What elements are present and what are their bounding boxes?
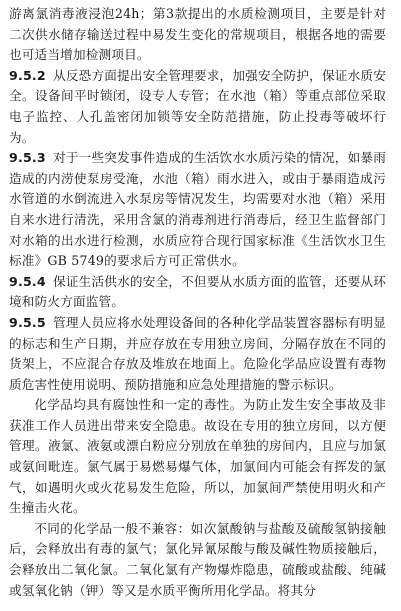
clause-text: 管理人员应将水处理设备间的各种化学品装置容器标有明显的标志和生产日期，并应存放在专用独立房间，分隔存放在不同的货架上，不应混合存放及堆放在地面上。危险化学品应设置有毒物质危害性使用说明、预防措施和应急处理措施的警示标识。 [9,314,386,392]
clause-number: 9.5.5 [9,314,46,330]
clause-number: 9.5.4 [9,273,46,289]
clause-9-5-4 [9,272,386,313]
paragraph-continuation [9,4,386,66]
clause-9-5-3 [9,148,386,272]
clause-9-5-2 [9,66,386,148]
clause-number: 9.5.2 [9,67,46,83]
clause-text: 对于一些突发事件造成的生活饮水水质污染的情况，如暴雨造成的内涝使泵房受淹，水池（箱）雨水进入，或由于暴雨造成污水管道的水倒流进入水泵房等情况发生，均需要对水池（箱）采用自来水进行清洗，采用含氯的消毒剂进行消毒后，经卫生监督部门对水箱的出水进行检测，水质应符合现行国家标准《生活饮水卫生标准》GB 5749的要求后方可正常供水。 [9,150,386,269]
clause-text: 保证生活供水的安全，不但要从水质方面的监管，还要从环境和防火方面监管。 [9,273,386,310]
paragraph-text: 游离氯消毒液浸泡24h；第3款提出的水质检测项目，主要是针对二次供水储存输送过程中易发生变化的常规项目，根据各地的需要也可适当增加检测项目。 [9,6,386,63]
clause-9-5-5 [9,313,386,395]
explanation-paragraph [9,395,386,519]
clause-text: 从反恐方面提出安全管理要求，加强安全防护，保证水质安全。设备间平时锁闭，设专人专管；在水池（箱）等重点部位采取电子监控、人孔盖密闭加锁等安全防范措施，防止投毒等破坏行为。 [9,67,386,145]
paragraph-text: 不同的化学品一般不兼容：如次氯酸钠与盐酸及硫酸氢钠接触后，会释放出有毒的氯气；氯化异氰尿酸与酸及碱性物质接触后，会释放出二氧化氯。二氧化氯有产物爆炸隐患，硫酸或盐酸、纯碱或氢氧化钠（钾）等又是水质平衡所用化学品。将其分 [9,520,386,598]
explanation-paragraph [9,519,386,601]
paragraph-text: 化学品均具有腐蚀性和一定的毒性。为防止发生安全事故及非获准工作人员进出带来安全隐患。故设在专用的独立房间，以方便管理。液氯、液氨或漂白粉应分别放在单独的房间内，且应与加氯或氨间毗连。氯气属于易燃易爆气体，加氯间内可能会有挥发的氯气，如遇明火或火花易发生危险，所以，加氯间严禁使用明火和产生撞击火花。 [9,397,386,516]
clause-number: 9.5.3 [9,150,46,166]
